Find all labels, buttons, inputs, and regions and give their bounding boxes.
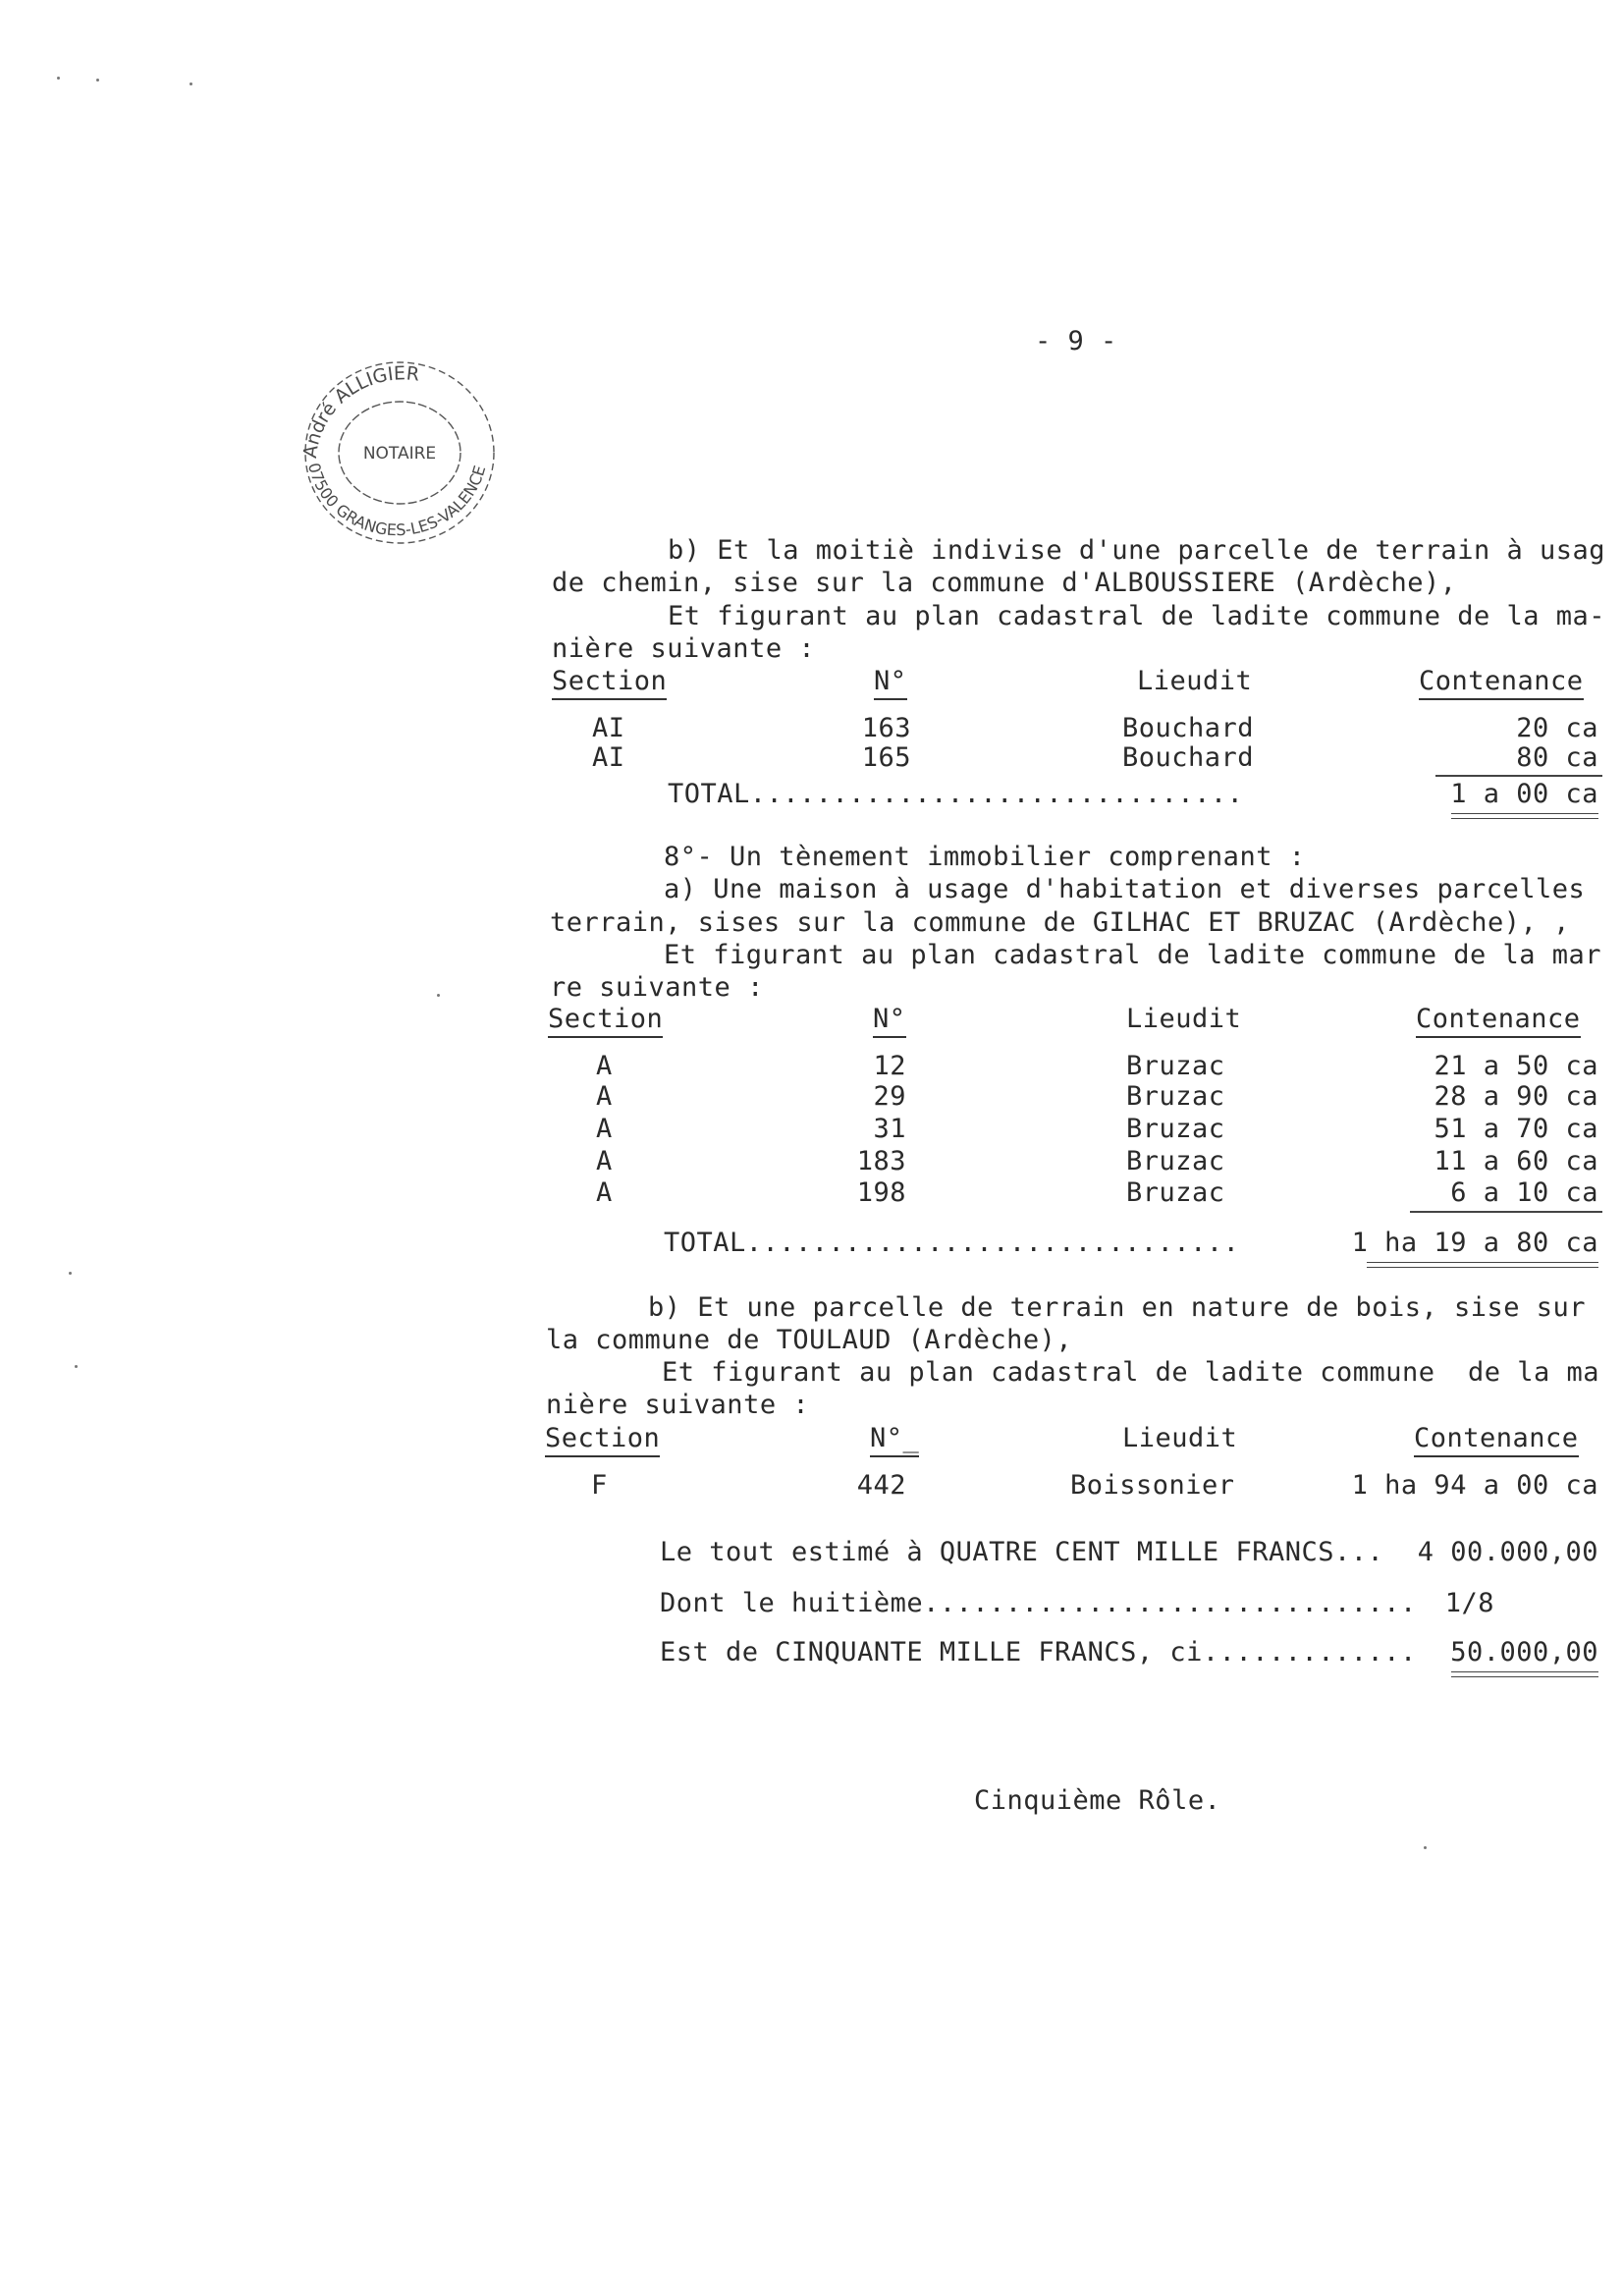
- stamp-bottom-text: 07500 GRANGES-LES-VALENCE: [303, 461, 490, 540]
- s8-row-1-lieudit: Bruzac: [1126, 1051, 1225, 1081]
- b2-line-3: Et figurant au plan cadastral de ladite commune de la ma: [662, 1357, 1600, 1388]
- b1-header-section: Section: [552, 666, 667, 700]
- scan-speck: [69, 1272, 72, 1275]
- b2-header-no: N°_: [870, 1423, 919, 1457]
- s8-header-lieudit: Lieudit: [1126, 1004, 1242, 1034]
- s8-row-5-lieudit: Bruzac: [1126, 1177, 1225, 1208]
- scan-speck: [437, 994, 440, 997]
- s8-line-3: Et figurant au plan cadastral de ladite commune de la mar: [664, 940, 1602, 970]
- result-label: Est de CINQUANTE MILLE FRANCS, ci.............: [660, 1637, 1417, 1667]
- s8-row-3-no: 31: [873, 1114, 906, 1144]
- s8-total-double-rule: [1367, 1262, 1598, 1268]
- b1-row-1-no: 163: [861, 713, 911, 743]
- s8-line-1: a) Une maison à usage d'habitation et diverses parcelles: [664, 874, 1586, 904]
- stamp-center-text: NOTAIRE: [362, 444, 437, 464]
- s8-header-no: N°: [873, 1004, 906, 1038]
- s8-row-4-no: 183: [856, 1146, 906, 1176]
- b1-line-1: b) Et la moitiè indivise d'une parcelle de terrain à usag: [668, 535, 1606, 566]
- result-value: 50.000,00: [1450, 1637, 1598, 1667]
- b1-total-value: 1 a 00 ca: [1450, 779, 1598, 809]
- b2-row-1-lieudit: Boissonier: [1070, 1470, 1235, 1501]
- b2-row-1-contenance: 1 ha 94 a 00 ca: [1351, 1470, 1598, 1501]
- b1-row-2-section: AI: [592, 742, 625, 773]
- b2-header-lieudit: Lieudit: [1122, 1423, 1238, 1453]
- s8-row-5-no: 198: [856, 1177, 906, 1208]
- b1-header-no: N°: [874, 666, 907, 700]
- s8-row-3-lieudit: Bruzac: [1126, 1114, 1225, 1144]
- s8-heading: 8°- Un tènement immobilier comprenant :: [664, 842, 1306, 872]
- s8-row-2-section: A: [596, 1081, 613, 1112]
- b2-header-section: Section: [545, 1423, 660, 1457]
- scan-speck: [189, 82, 192, 85]
- s8-row-3-section: A: [596, 1114, 613, 1144]
- scan-speck: [96, 79, 99, 82]
- b1-row-1-contenance: 20 ca: [1516, 713, 1598, 743]
- eighth-label: Dont le huitième..............................: [660, 1588, 1417, 1618]
- s8-row-1-no: 12: [873, 1051, 906, 1081]
- b1-line-2: de chemin, sise sur la commune d'ALBOUSSIERE (Ardèche),: [552, 568, 1457, 598]
- page-number: - 9 -: [1035, 326, 1117, 356]
- b1-row-2-lieudit: Bouchard: [1122, 742, 1255, 773]
- b1-row-1-section: AI: [592, 713, 625, 743]
- b1-line-3: Et figurant au plan cadastral de ladite commune de la ma-: [668, 601, 1606, 631]
- s8-row-3-contenance: 51 a 70 ca: [1434, 1114, 1598, 1144]
- s8-header-section: Section: [548, 1004, 663, 1038]
- estimate-label: Le tout estimé à QUATRE CENT MILLE FRANCS...: [660, 1537, 1384, 1567]
- s8-row-1-section: A: [596, 1051, 613, 1081]
- s8-row-2-lieudit: Bruzac: [1126, 1081, 1225, 1112]
- s8-row-2-contenance: 28 a 90 ca: [1434, 1081, 1598, 1112]
- s8-row-4-contenance: 11 a 60 ca: [1434, 1146, 1598, 1176]
- s8-sum-rule: [1410, 1211, 1602, 1213]
- b2-row-1-section: F: [591, 1470, 608, 1501]
- b1-header-contenance: Contenance: [1419, 666, 1584, 700]
- b1-row-2-contenance: 80 ca: [1516, 742, 1598, 773]
- b1-row-1-lieudit: Bouchard: [1122, 713, 1255, 743]
- b2-line-4: nière suivante :: [546, 1390, 810, 1420]
- s8-row-5-section: A: [596, 1177, 613, 1208]
- s8-row-4-section: A: [596, 1146, 613, 1176]
- notary-stamp: [295, 349, 506, 545]
- estimate-value: 4 00.000,00: [1417, 1537, 1598, 1567]
- scan-speck: [1424, 1846, 1427, 1849]
- stamp-top-text: André ALLIGIER: [298, 362, 421, 460]
- scan-speck: [75, 1365, 78, 1368]
- eighth-value: 1/8: [1444, 1588, 1494, 1618]
- s8-row-2-no: 29: [873, 1081, 906, 1112]
- scan-speck: [57, 77, 60, 80]
- s8-total-value: 1 ha 19 a 80 ca: [1351, 1228, 1598, 1258]
- b1-header-lieudit: Lieudit: [1137, 666, 1253, 696]
- s8-line-2: terrain, sises sur la commune de GILHAC ET BRUZAC (Ardèche), ,: [550, 907, 1570, 938]
- b2-row-1-no: 442: [856, 1470, 906, 1501]
- b1-row-2-no: 165: [861, 742, 911, 773]
- s8-line-4: re suivante :: [550, 972, 764, 1003]
- b2-line-1: b) Et une parcelle de terrain en nature de bois, sise sur: [648, 1292, 1587, 1323]
- b2-line-2: la commune de TOULAUD (Ardèche),: [546, 1325, 1073, 1355]
- s8-row-5-contenance: 6 a 10 ca: [1450, 1177, 1598, 1208]
- s8-row-1-contenance: 21 a 50 ca: [1434, 1051, 1598, 1081]
- result-double-rule: [1451, 1671, 1598, 1677]
- b1-line-4: nière suivante :: [552, 633, 816, 664]
- s8-header-contenance: Contenance: [1416, 1004, 1581, 1038]
- b1-sum-rule: [1435, 775, 1602, 777]
- b2-header-contenance: Contenance: [1414, 1423, 1579, 1457]
- b1-total-label: TOTAL..............................: [668, 779, 1244, 809]
- s8-row-4-lieudit: Bruzac: [1126, 1146, 1225, 1176]
- s8-total-label: TOTAL..............................: [664, 1228, 1240, 1258]
- b1-total-double-rule: [1451, 813, 1598, 819]
- footer-role: Cinquième Rôle.: [974, 1785, 1221, 1816]
